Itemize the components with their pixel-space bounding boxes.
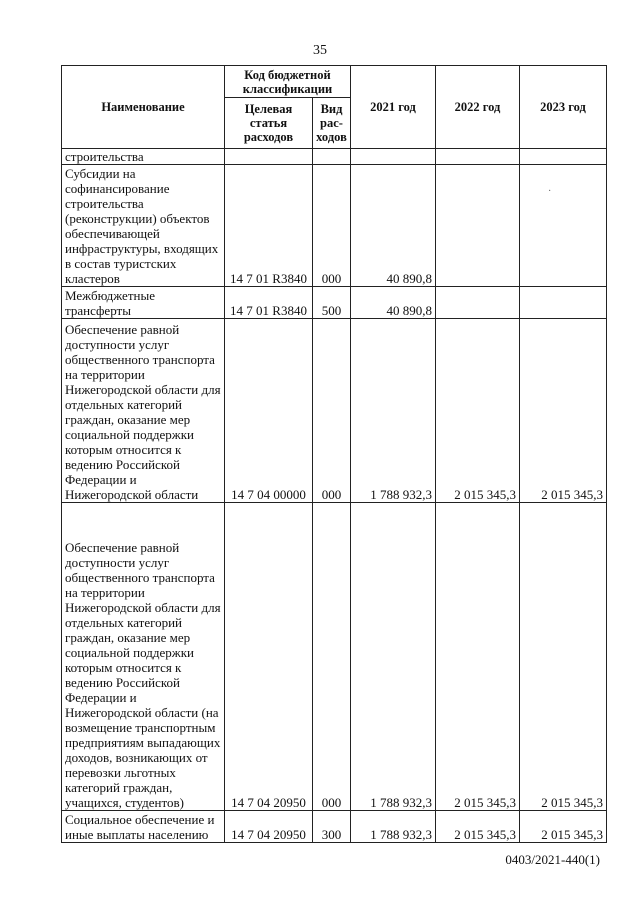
row-name: Субсидии на софинансирование строительства (реконструкции) объектов обеспечивающей инфраструктуры, входящих в состав туристских кластеров [62,165,225,287]
row-kind: 500 [313,287,351,319]
row-kind: 000 [313,319,351,503]
row-kind: 300 [313,811,351,843]
row-2021: 40 890,8 [351,165,436,287]
row-name: Обеспечение равной доступности услуг общественного транспорта на территории Нижегородской области для отдельных категорий граждан, оказание мер социальной поддержки которым относится к ведению Российской Федерации и Нижегородской области (на возмещение транспортным предприятиям выпадающих доходов, возникающих от перевозки льготных категорий граждан, учащихся, студентов) [62,503,225,811]
row-2022: 2 015 345,3 [436,503,520,811]
page-number: 35 [313,43,327,58]
row-2021: 40 890,8 [351,287,436,319]
row-2021: 1 788 932,3 [351,811,436,843]
row-kind: 000 [313,503,351,811]
row-name: Межбюджетные трансферты [62,287,225,319]
row-2023: 2 015 345,3 [520,503,607,811]
row-2021: 1 788 932,3 [351,319,436,503]
row-2023 [520,287,607,319]
row-kind: 000 [313,165,351,287]
table-row [62,319,607,503]
header-2022: 2022 год [436,66,520,149]
budget-table [61,65,607,843]
row-target: 14 7 01 R3840 [225,287,313,319]
table-row [62,811,607,843]
header-2021: 2021 год [351,66,436,149]
row-name: строительства [62,149,225,165]
row-2022 [436,287,520,319]
row-target [225,149,313,165]
table-row [62,149,607,165]
row-2021 [351,149,436,165]
header-2023: 2023 год [520,66,607,149]
row-name: Социальное обеспечение и иные выплаты населению [62,811,225,843]
header-target: Целевая статья расходов [225,98,313,149]
row-2021: 1 788 932,3 [351,503,436,811]
row-2022: 2 015 345,3 [436,319,520,503]
row-2023: 2 015 345,3 [520,319,607,503]
row-2022: 2 015 345,3 [436,811,520,843]
stray-mark: · [548,186,552,197]
table-row [62,503,607,811]
row-target: 14 7 01 R3840 [225,165,313,287]
row-target: 14 7 04 00000 [225,319,313,503]
row-2022 [436,165,520,287]
row-target: 14 7 04 20950 [225,503,313,811]
row-2022 [436,149,520,165]
table-row [62,287,607,319]
row-name: Обеспечение равной доступности услуг общественного транспорта на территории Нижегородской области для отдельных категорий граждан, оказание мер социальной поддержки которым относится к ведению Российской Федерации и Нижегородской области [62,319,225,503]
header-kbk: Код бюджетной классификации [225,66,351,98]
row-2023 [520,165,607,287]
row-target: 14 7 04 20950 [225,811,313,843]
header-kind: Вид рас-ходов [313,98,351,149]
row-2023: 2 015 345,3 [520,811,607,843]
row-2023 [520,149,607,165]
document-code: 0403/2021-440(1) [505,852,600,867]
table-row [62,165,607,287]
header-name: Наименование [62,66,225,149]
row-kind [313,149,351,165]
